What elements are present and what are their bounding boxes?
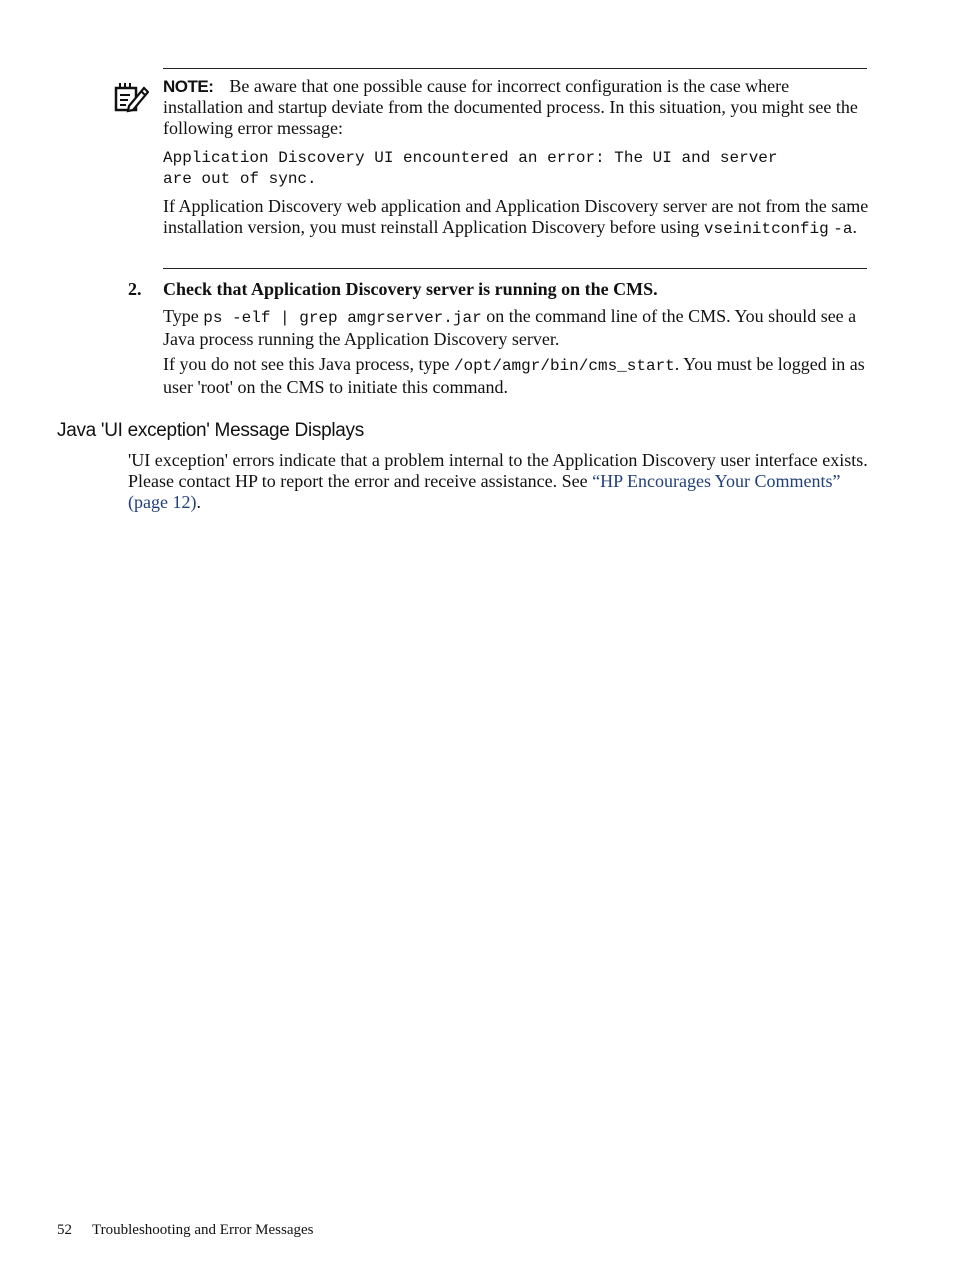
section-paragraph [128,450,873,513]
note-after-paragraph [163,196,873,240]
page-footer [57,1221,314,1239]
cms-start-path-code: /opt/amgr/bin/cms_start [453,357,675,375]
option-code: -a [833,220,853,238]
error-message-code: Application Discovery UI encountered an error: The UI and server are out of sync. [163,149,778,188]
note-after-end: . [852,217,857,237]
vseinitconfig-code: vseinitconfig [703,220,829,238]
step-paragraph-1 [163,306,873,350]
note-paragraph [163,76,873,139]
page-number: 52 [57,1222,72,1238]
step-p2-text: If you do not see this Java process, type [163,354,454,374]
step-p2-text-end: . You must be logged in as user 'root' on the CMS to initiate this command. [163,354,865,397]
chapter-title: Troubleshooting and Error Messages [92,1222,314,1238]
note-label: NOTE: [163,77,214,96]
step-paragraph-2 [163,354,873,398]
ps-grep-command-code: ps -elf | grep amgrserver.jar [203,309,482,327]
hp-comments-link[interactable]: “HP Encourages Your Comments” (page 12) [128,471,841,512]
note-bottom-rule [163,268,867,269]
note-pencil-icon [113,80,149,114]
section-text: 'UI exception' errors indicate that a problem internal to the Application Discovery user interface exists. Please contact HP to report the error and receive assistance. See [128,450,868,491]
note-top-rule [163,68,867,69]
step-p1-text: Type [163,306,204,326]
section-heading: Java 'UI exception' Message Displays [57,420,364,441]
step-title: Check that Application Discovery server is running on the CMS. [163,279,658,299]
note-after-text: If Application Discovery web application and Application Discovery server are not from the same installation version, you must reinstall Application Discovery before using [163,196,869,237]
step-number: 2. [128,279,142,299]
note-intro-text: Be aware that one possible cause for incorrect configuration is the case where installation and startup deviate from the documented process. In this situation, you might see the following error message: [163,76,858,138]
section-text-end: . [196,492,201,512]
step-p1-text-end: on the command line of the CMS. You should see a Java process running the Application Discovery server. [163,306,857,349]
